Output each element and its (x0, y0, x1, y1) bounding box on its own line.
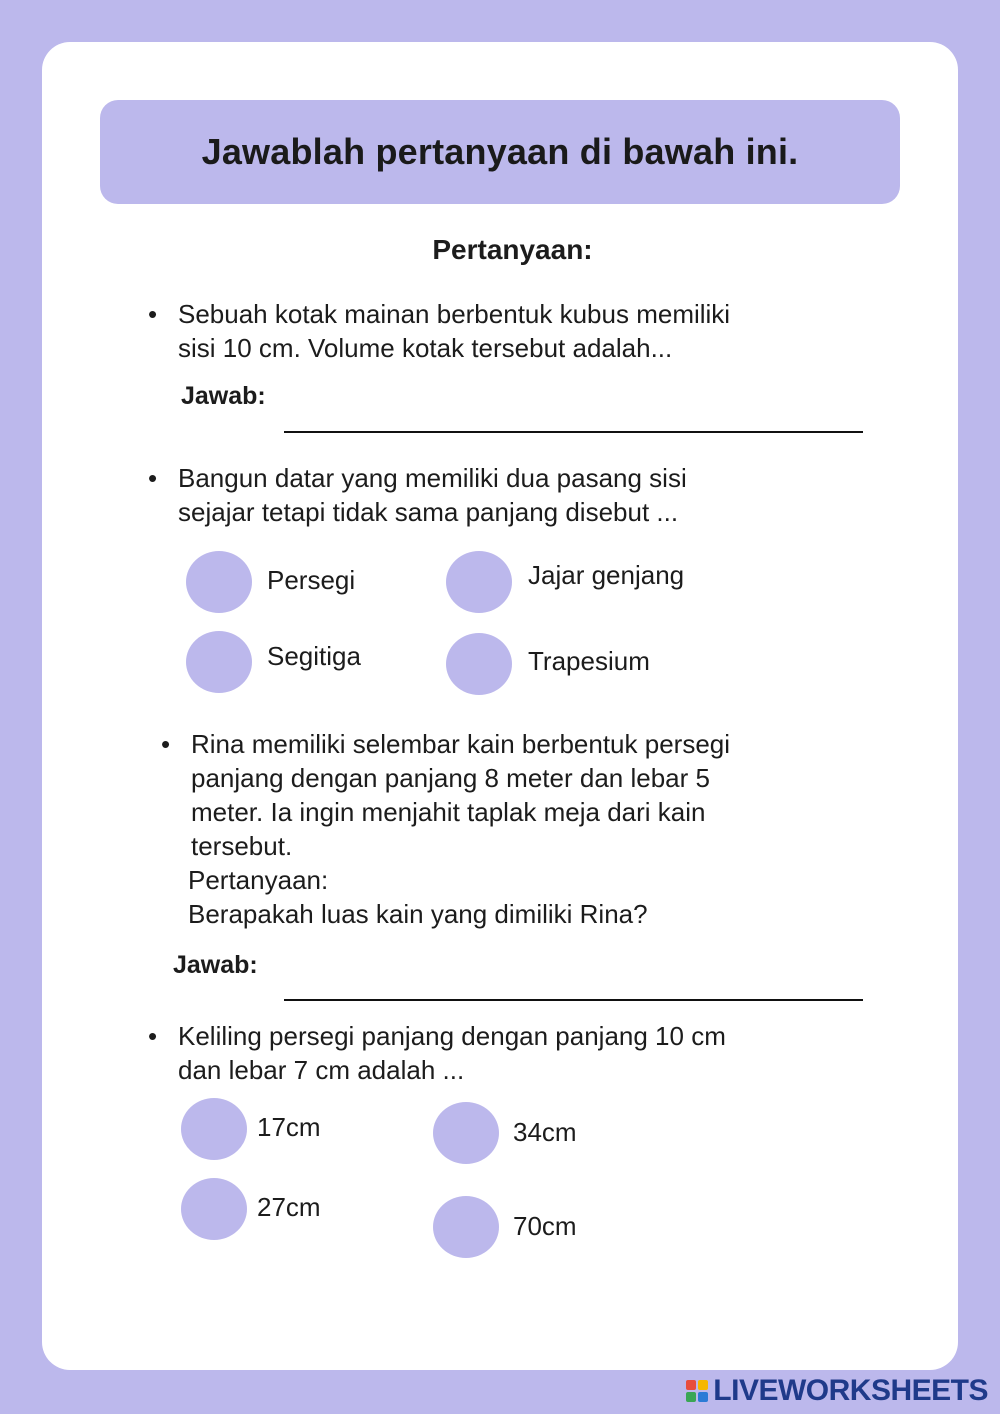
question-3-sub (188, 863, 648, 931)
option-radio-jajar-genjang[interactable] (446, 551, 512, 613)
answer-label-3: Jawab: (173, 951, 258, 979)
bullet: • (148, 299, 158, 329)
question-2-line-2: sejajar tetapi tidak sama panjang disebut ... (178, 497, 679, 527)
answer-line-1[interactable] (284, 431, 863, 433)
question-1-line-2: sisi 10 cm. Volume kotak tersebut adalah... (178, 333, 673, 363)
answer-line-3[interactable] (284, 999, 863, 1001)
option-label-34cm: 34cm (513, 1117, 577, 1147)
option-radio-trapesium[interactable] (446, 633, 512, 695)
question-2 (148, 461, 687, 529)
option-label-trapesium: Trapesium (528, 646, 650, 676)
option-radio-persegi[interactable] (186, 551, 252, 613)
bullet: • (161, 729, 171, 759)
liveworksheets-logo (686, 1374, 988, 1408)
option-radio-segitiga[interactable] (186, 631, 252, 693)
bullet: • (148, 463, 158, 493)
page-title: Jawablah pertanyaan di bawah ini. (201, 131, 799, 172)
option-radio-17cm[interactable] (181, 1098, 247, 1160)
option-radio-70cm[interactable] (433, 1196, 499, 1258)
question-3-line-2: panjang dengan panjang 8 meter dan lebar 5 (191, 763, 710, 793)
question-2-line-1: Bangun datar yang memiliki dua pasang sisi (178, 463, 687, 493)
option-label-27cm: 27cm (257, 1192, 321, 1222)
question-4-line-1: Keliling persegi panjang dengan panjang 10 cm (178, 1021, 726, 1051)
question-3-line-1: Rina memiliki selembar kain berbentuk persegi (191, 729, 731, 759)
option-radio-27cm[interactable] (181, 1178, 247, 1240)
bullet: • (148, 1021, 158, 1051)
section-heading: Pertanyaan: (432, 234, 593, 265)
option-label-persegi: Persegi (267, 565, 356, 595)
question-4-line-2: dan lebar 7 cm adalah ... (178, 1055, 465, 1085)
logo-grid-icon (686, 1380, 708, 1402)
question-3-sub-label: Pertanyaan: (188, 865, 329, 895)
option-label-segitiga: Segitiga (267, 641, 361, 671)
option-label-jajar-genjang: Jajar genjang (528, 560, 685, 590)
brand-name: LIVEWORKSHEETS (713, 1374, 988, 1407)
question-1 (148, 297, 731, 365)
option-label-70cm: 70cm (513, 1211, 577, 1241)
answer-label-1: Jawab: (181, 382, 266, 410)
title-banner (100, 100, 900, 204)
question-3-line-3: meter. Ia ingin menjahit taplak meja dari kain (191, 797, 706, 827)
question-3 (161, 727, 731, 863)
option-label-17cm: 17cm (257, 1112, 321, 1142)
question-4 (148, 1019, 726, 1087)
question-1-line-1: Sebuah kotak mainan berbentuk kubus memiliki (178, 299, 731, 329)
option-radio-34cm[interactable] (433, 1102, 499, 1164)
question-3-sub-question: Berapakah luas kain yang dimiliki Rina? (188, 899, 648, 929)
question-3-line-4: tersebut. (191, 831, 293, 861)
